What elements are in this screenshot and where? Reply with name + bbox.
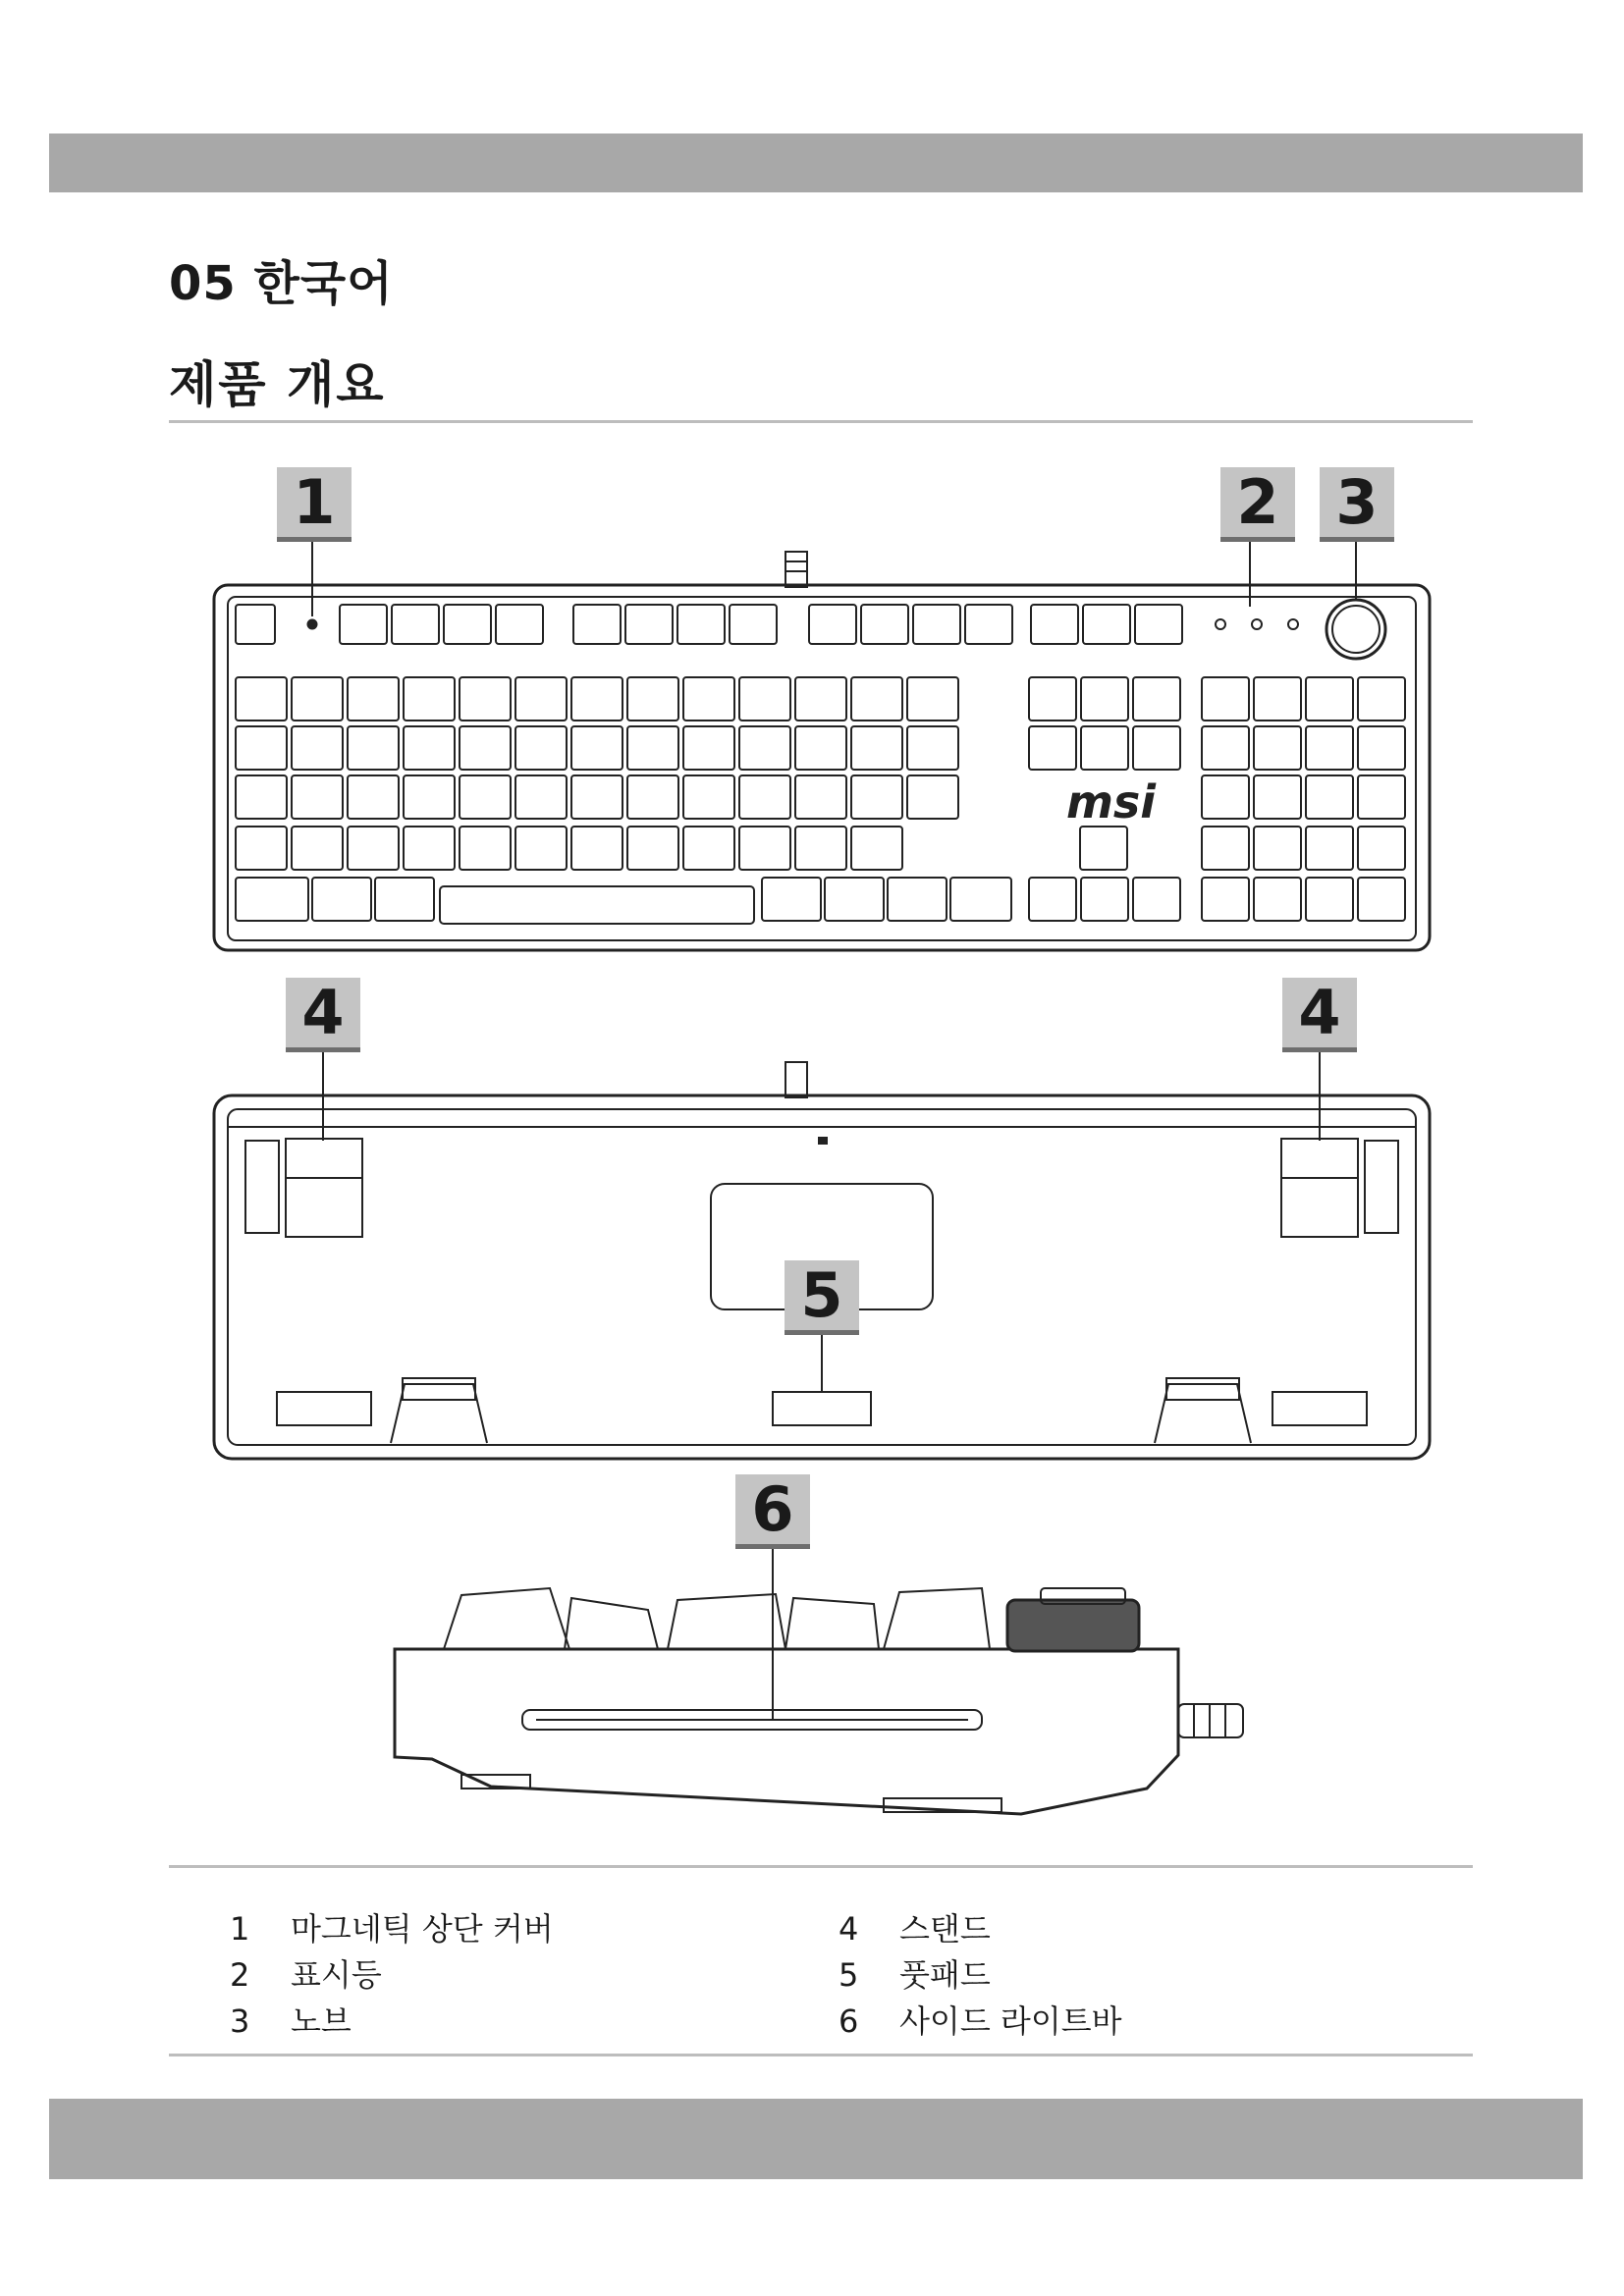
legend-label: 스탠드 [899,1910,991,1948]
legend-top-rule [169,1865,1473,1868]
keycap [851,726,902,770]
keycap [515,775,567,819]
keycap [1306,827,1353,870]
msi-logo: msi [1066,775,1157,828]
keycap [739,726,790,770]
keycap [404,677,455,721]
keycap [851,677,902,721]
legend-number: 1 [230,1910,250,1948]
keycap [683,726,734,770]
keycap [573,605,621,644]
keycap [1358,677,1405,721]
keycap [404,726,455,770]
legend-number: 5 [839,1956,859,1994]
keycap [236,775,287,819]
keycap [236,605,275,644]
keycap [236,726,287,770]
keycap [460,827,511,870]
keycap [795,827,846,870]
keycap [677,605,725,644]
keycap [348,827,399,870]
callout-4-left: 4 [286,978,360,1052]
keycap [888,878,947,921]
keycap [683,827,734,870]
keycap [1202,878,1249,921]
keycap [515,726,567,770]
keycap [809,605,856,644]
legend-label: 표시등 [291,1956,382,1994]
keycap [496,605,543,644]
keycap [375,878,434,921]
keycap [392,605,439,644]
keycap [950,878,1011,921]
legend-item [839,1997,1122,2042]
keycap [1358,878,1405,921]
legend-label: 풋패드 [899,1956,991,1994]
keycap [907,775,958,819]
legend-item [230,1904,554,1949]
legend-label: 마그네틱 상단 커버 [291,1910,554,1948]
keycap [683,677,734,721]
keycap [965,605,1012,644]
keycap [795,775,846,819]
indicator-leds [1216,619,1298,629]
legend-item [839,1950,991,1996]
callout-3: 3 [1320,467,1394,542]
language-heading: 05 한국어 [169,256,394,311]
keycap [851,775,902,819]
keycap [236,677,287,721]
keycap [236,827,287,870]
section-heading: 제품 개요 [169,356,386,413]
keycap [1029,726,1076,770]
keycap [571,775,623,819]
keycap [348,775,399,819]
legend-item [839,1904,991,1949]
keycap [292,775,343,819]
keycap [292,726,343,770]
keycap [1202,827,1249,870]
keycap [1031,605,1078,644]
keycap [236,878,308,921]
keycap [1254,726,1301,770]
callout-1: 1 [277,467,352,542]
keycap [1306,677,1353,721]
callout-2: 2 [1220,467,1295,542]
keycap [1083,605,1130,644]
keycap [460,677,511,721]
keyboard-top-view [214,552,1430,950]
legend-item [230,1997,352,2042]
keycap [627,726,678,770]
keyboard-side-view [395,1588,1243,1814]
keycap [1080,827,1127,870]
keycap [1202,775,1249,819]
keycap [1254,878,1301,921]
keycap [907,677,958,721]
volume-knob-top [1326,600,1385,659]
keycap [1306,878,1353,921]
keycap [739,677,790,721]
keycap [627,677,678,721]
keycap [1254,677,1301,721]
keycap [1029,677,1076,721]
keycap [1254,827,1301,870]
keycap [515,677,567,721]
callout-6: 6 [735,1474,810,1549]
keycap [348,677,399,721]
keycap [460,775,511,819]
keycap [625,605,673,644]
keycap [1202,677,1249,721]
stand-left [245,1139,362,1237]
legend-number: 3 [230,2002,250,2040]
leader-lines [312,538,1356,1720]
keycap [1306,726,1353,770]
keycap [825,878,884,921]
legend-item [230,1950,382,1996]
legend-number: 2 [230,1956,250,1994]
keycap [907,726,958,770]
keycap [762,878,821,921]
keycap [515,827,567,870]
keycap [1202,726,1249,770]
stand-right [1281,1139,1398,1237]
keycap [1135,605,1182,644]
keycap [571,827,623,870]
keycap [913,605,960,644]
keycap [683,775,734,819]
keycap [460,726,511,770]
keycap [340,605,387,644]
keycap [1358,827,1405,870]
keycap [312,878,371,921]
keycap [739,827,790,870]
keycap [1081,677,1128,721]
keycap [627,827,678,870]
keycap [444,605,491,644]
keycap [627,775,678,819]
keycap [1081,878,1128,921]
keycap [404,775,455,819]
keycap [404,827,455,870]
keycap [1133,677,1180,721]
legend-label: 노브 [291,2002,352,2040]
legend-number: 4 [839,1910,859,1948]
keycap [739,775,790,819]
callout-5: 5 [785,1260,859,1335]
keycap [730,605,777,644]
bottom-band [49,2099,1583,2179]
keycap [1306,775,1353,819]
keycap [292,677,343,721]
keycap [851,827,902,870]
keycap [571,677,623,721]
volume-knob-side [1007,1600,1139,1651]
keycap [348,726,399,770]
legend-number: 6 [839,2002,859,2040]
keycap [795,726,846,770]
keycap [861,605,908,644]
keycap [1358,775,1405,819]
keycap [1358,726,1405,770]
legend-bottom-rule [169,2054,1473,2056]
keycap [1133,878,1180,921]
keycap [1133,726,1180,770]
callout-4-right: 4 [1282,978,1357,1052]
legend-label: 사이드 라이트바 [899,2002,1122,2040]
keycap [571,726,623,770]
keycap [1081,726,1128,770]
keycap [1029,878,1076,921]
keycap [795,677,846,721]
keycap [292,827,343,870]
keycap [1254,775,1301,819]
